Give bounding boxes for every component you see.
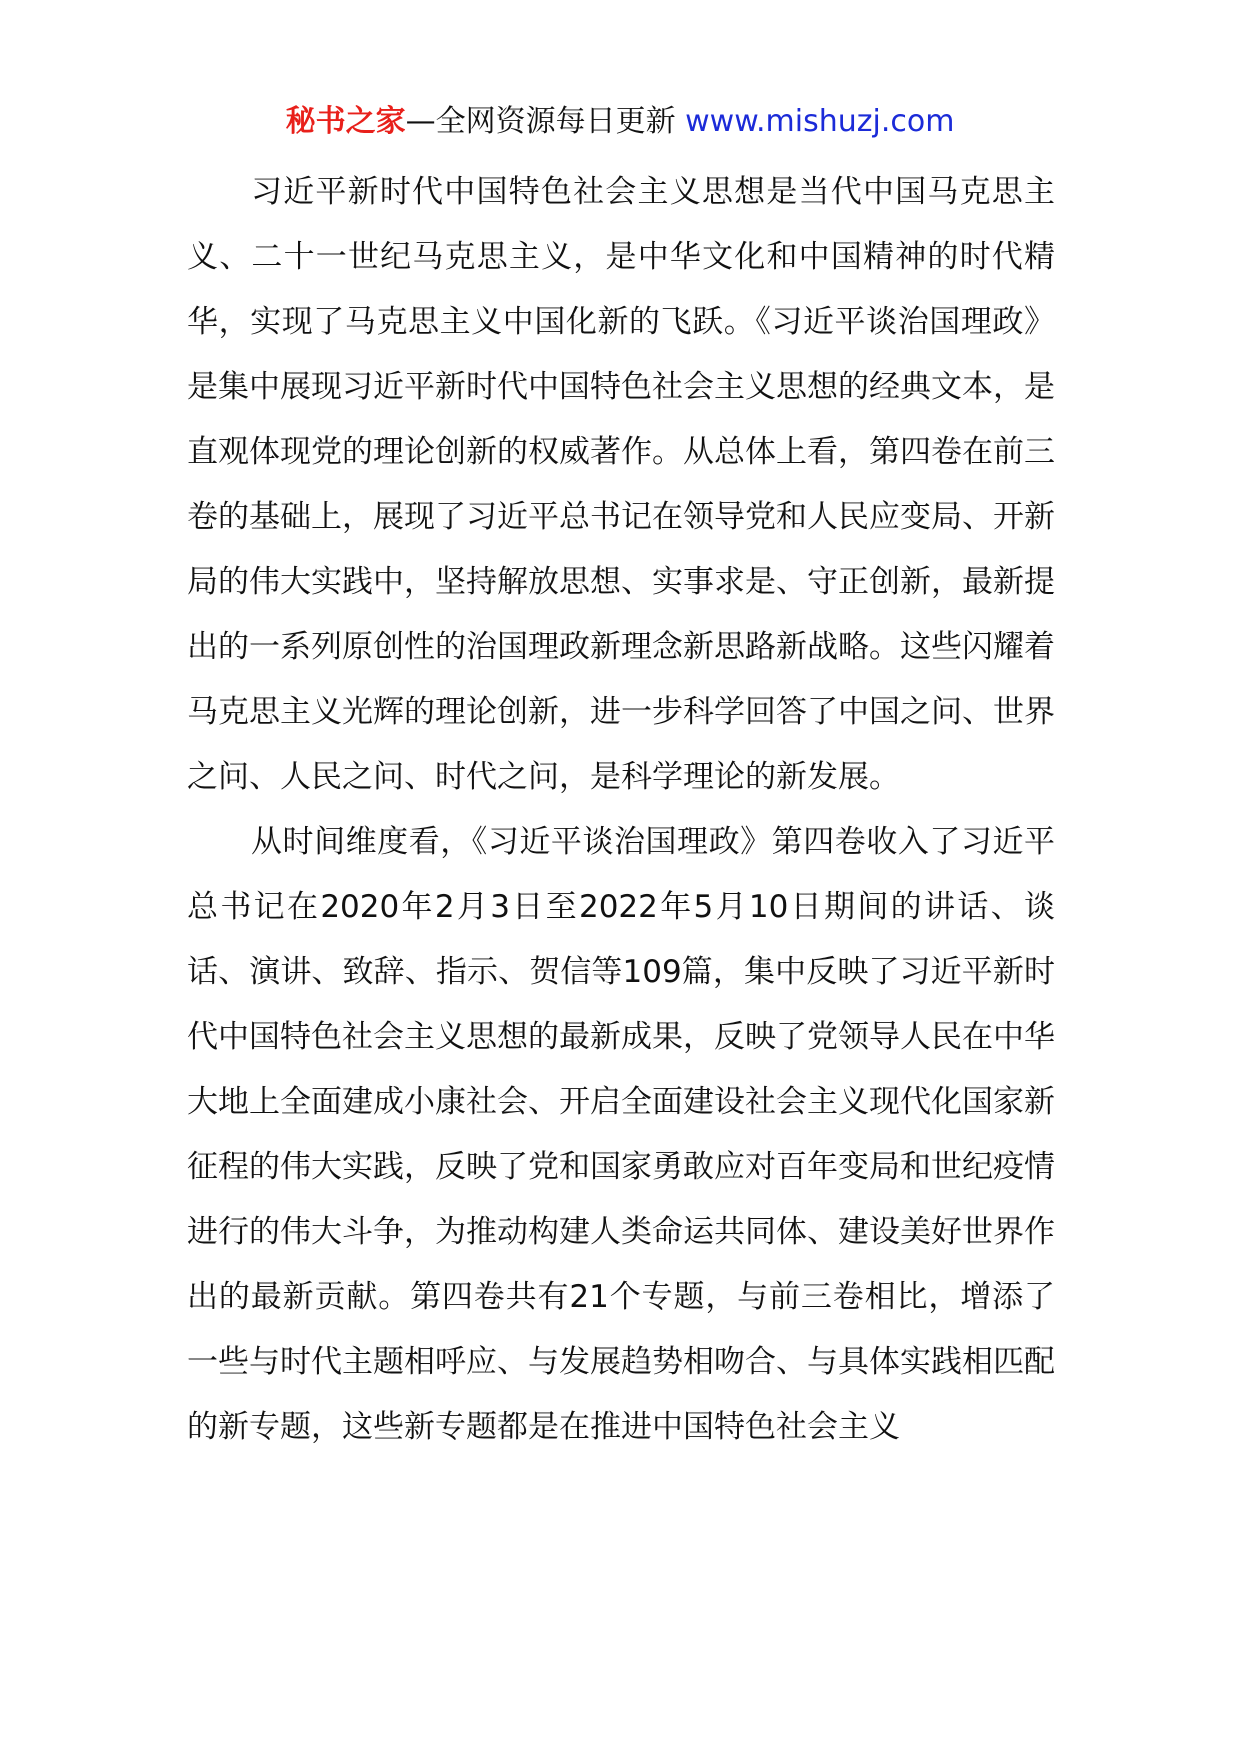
document-body	[187, 160, 1055, 1460]
website-link[interactable]: www.mishuzj.com	[685, 104, 955, 139]
brand-name: 秘书之家	[285, 104, 406, 139]
paragraph-2: 从时间维度看，《习近平谈治国理政》第四卷收入了习近平总书记在2020年2月3日至2022年5月10日期间的讲话、谈话、演讲、致辞、指示、贺信等109篇，集中反映了习近平新时代中国特色社会主义思想的最新成果，反映了党领导人民在中华大地上全面建成小康社会、开启全面建设社会主义现代化国家新征程的伟大实践，反映了党和国家勇敢应对百年变局和世纪疫情进行的伟大斗争，为推动构建人类命运共同体、建设美好世界作出的最新贡献。第四卷共有21个专题，与前三卷相比，增添了一些与时代主题相呼应、与发展趋势相吻合、与具体实践相匹配的新专题，这些新专题都是在推进中国特色社会主义	[187, 824, 1055, 1445]
paragraph-1: 习近平新时代中国特色社会主义思想是当代中国马克思主义、二十一世纪马克思主义，是中华文化和中国精神的时代精华，实现了马克思主义中国化新的飞跃。《习近平谈治国理政》是集中展现习近平新时代中国特色社会主义思想的经典文本，是直观体现党的理论创新的权威著作。从总体上看，第四卷在前三卷的基础上，展现了习近平总书记在领导党和人民应变局、开新局的伟大实践中，坚持解放思想、实事求是、守正创新，最新提出的一系列原创性的治国理政新理念新思路新战略。这些闪耀着马克思主义光辉的理论创新，进一步科学回答了中国之问、世界之问、人民之问、时代之问，是科学理论的新发展。	[187, 174, 1055, 795]
header-slogan: —全网资源每日更新	[405, 104, 686, 139]
watermark-header	[0, 100, 1240, 144]
